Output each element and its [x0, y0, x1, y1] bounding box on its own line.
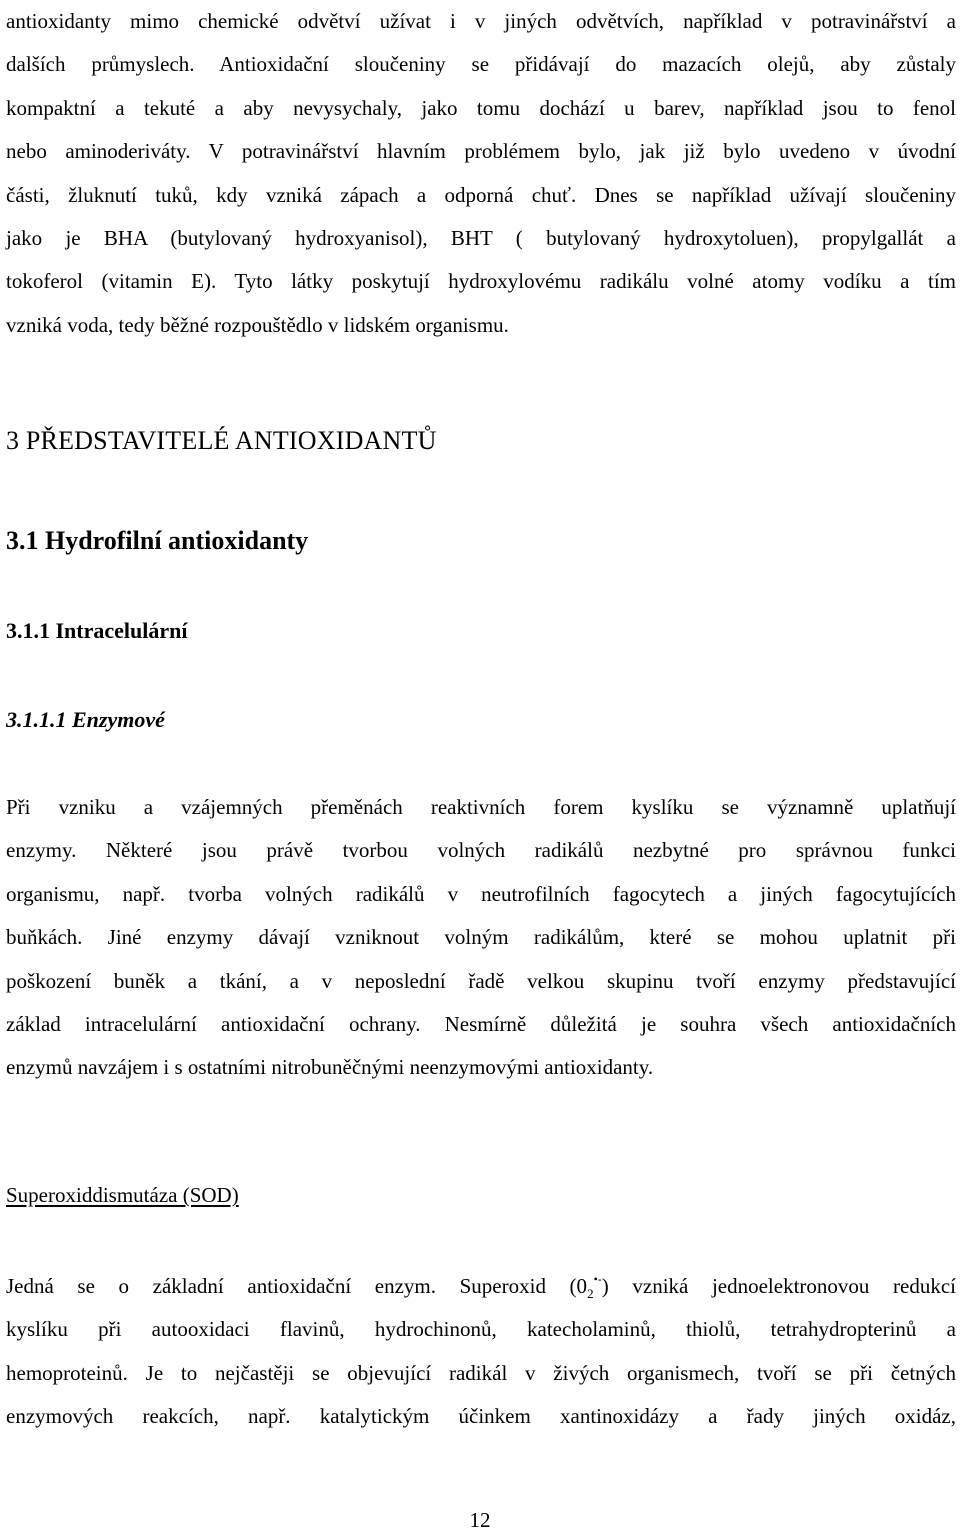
text-line: enzymy. Některé jsou právě tvorbou volných radikálů nezbytné pro správnou funkci — [6, 838, 956, 863]
text-line: základ intracelulární antioxidační ochrany. Nesmírně důležitá je souhra všech antioxidačních — [6, 1012, 956, 1037]
text-line: kompaktní a tekuté a aby nevysychaly, jako tomu dochází u barev, například jsou to fenol — [6, 95, 956, 120]
text-line: jako je BHA (butylovaný hydroxyanisol), BHT ( butylovaný hydroxytoluen), propylgallát a — [6, 226, 956, 251]
page-number: 12 — [469, 1508, 491, 1532]
paragraph-enzymes — [6, 786, 956, 1090]
subsubsection-heading: 3.1.1.1 Enzymové — [6, 707, 165, 732]
text-line: Při vzniku a vzájemných přeměnách reaktivních forem kyslíku se významně uplatňují — [6, 795, 956, 819]
text-line: tokoferol (vitamin E). Tyto látky poskytují hydroxylovému radikálu volné atomy vodíku a tím — [6, 269, 956, 294]
text-line — [6, 1265, 956, 1308]
text-line: nebo aminoderiváty. V potravinářství hlavním problémem bylo, jak již bylo uvedeno v úvodní — [6, 139, 956, 164]
text-line: antioxidanty mimo chemické odvětví užívat i v jiných odvětvích, například v potravinářství a — [6, 9, 956, 33]
text-line: kyslíku při autooxidaci flavinů, hydrochinonů, katecholaminů, thiolů, tetrahydropterinů a — [6, 1317, 956, 1342]
text-line: buňkách. Jiné enzymy dávají vzniknout volným radikálům, které se mohou uplatnit při — [6, 925, 956, 950]
paragraph-antioxidant-uses — [6, 0, 956, 347]
text-line: vzniká voda, tedy běžné rozpouštědlo v lidském organismu. — [6, 312, 509, 337]
superscript-radical: •- — [593, 1272, 602, 1286]
section-heading: 3.1 Hydrofilní antioxidanty — [6, 526, 309, 555]
text-line: části, žluknutí tuků, kdy vzniká zápach a odporná chuť. Dnes se například užívají sloučeniny — [6, 182, 956, 207]
text-segment: ) vzniká jednoelektronovou redukcí — [601, 1274, 956, 1298]
chapter-heading: 3 PŘEDSTAVITELÉ ANTIOXIDANTŮ — [6, 426, 437, 455]
text-line: enzymových reakcích, např. katalytickým účinkem xantinoxidázy a řady jiných oxidáz, — [6, 1404, 956, 1429]
text-line: organismu, např. tvorba volných radikálů v neutrofilních fagocytech a jiných fagocytujících — [6, 881, 956, 906]
text-segment: Jedná se o základní antioxidační enzym. Superoxid (0 — [6, 1274, 588, 1298]
subscript: 2 — [587, 1286, 594, 1302]
paragraph-sod — [6, 1265, 956, 1439]
text-line: hemoproteinů. Je to nejčastěji se objevující radikál v živých organismech, tvoří se při četných — [6, 1360, 956, 1385]
subsection-heading: 3.1.1 Intracelulární — [6, 618, 188, 643]
text-line: poškození buněk a tkání, a v neposlední řadě velkou skupinu tvoří enzymy představující — [6, 968, 956, 993]
text-line: enzymů navzájem i s ostatními nitrobuněčnými neenzymovými antioxidanty. — [6, 1055, 654, 1080]
sod-heading: Superoxiddismutáza (SOD) — [6, 1183, 239, 1207]
text-line: dalších průmyslech. Antioxidační sloučeniny se přidávají do mazacích olejů, aby zůstaly — [6, 52, 956, 77]
